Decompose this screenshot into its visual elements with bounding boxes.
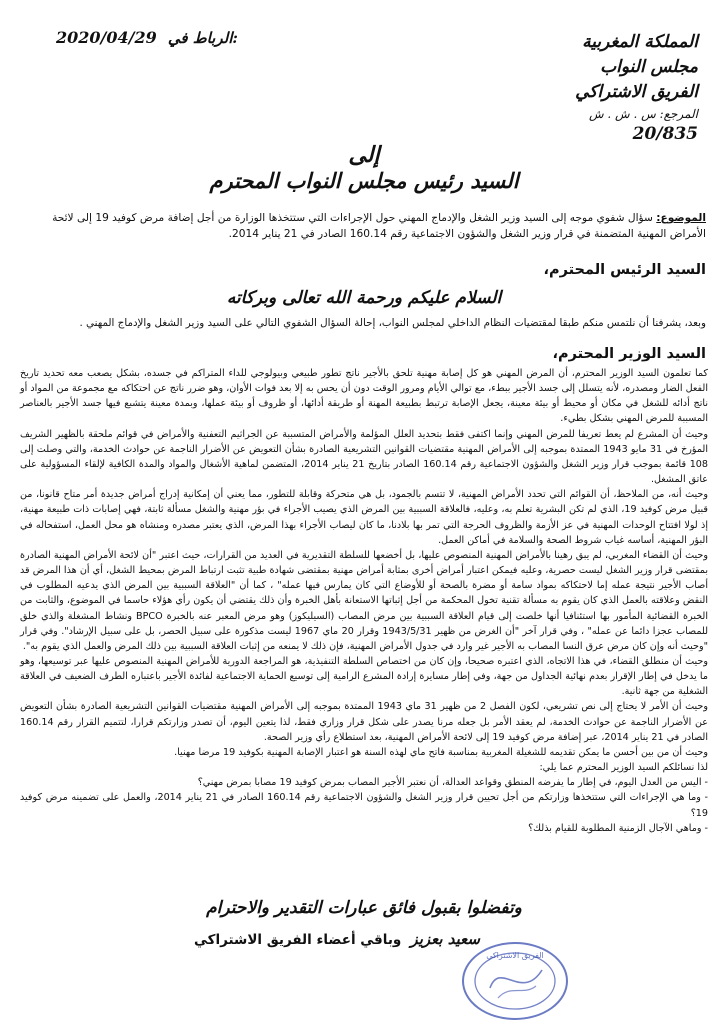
- body-paragraph: وحيث أن القضاء المغربي، لم يبق رهينا بالأمراض المهنية المنصوص عليها، بل أخضعها للسلطة التقديرية في العديد من القرارات، حيث اعتبر "أن لائحة الأمراض المهنية الصادرة بمقتضى قرار وزير الشغل ليست حصرية، وعليه فيمكن اعتبار أمراض أخرى بمثابة أمراض مهنية بمقتضى شهادة طبية تثبت ارتباط المرض بمحيط الشغل، أي أن هذا المرض قد أصاب الأجير نتيجة عمله إما لاحتكاكه بمواد سامة أو مضرة بالصحة أو للأوضاع التي كان يمارس فيها عمله" ، كما أن "العلاقة السببية بين المرض الذي يدعيه المطلوب في النقض وعلاقته بالعمل الذي كان يقوم به مسألة تقنية تخول المحكمة من أجل إثباتها الاستعانة بأهل الخبرة وأن ذلك يقتضي أن يكون رأي هؤلاء حاسما في الموضوع، والثابت من الخبرة القضائية المأمور بها استئنافيا أنها خلصت إلى قيام العلاقة السببية بين مرض المصاب (السيليكوز) وهو مرض المعبر عنه بالخبرة BPCO ونشاط المشغلة والذي خلق للمصاب عجزا دائما عن عمله" ، وفي قرار آخر "أن الغرض من ظهير 1943/5/31 وقرار 20 ماي 1967 ليست مذكورة على سبيل الحصر، بل على سبيل الإرشاد". وفي قرار "وحيث أنه وإن كان مرض عرق النسا المصاب به الأجير غير وارد في جدول الأمراض المهنية، فإن ذلك لا يمنعه من إثبات العلاقة السببية بين ذلك المرض والعمل الذي يقوم به".: [20, 549, 708, 652]
- org-line-group: الفريق الاشتراكي: [575, 82, 698, 102]
- closing-line: وتفضلوا بقبول فائق عبارات التقدير والاحترام: [206, 898, 522, 918]
- date-value: 2020/04/29: [56, 28, 157, 47]
- to-label: إلى: [348, 142, 380, 168]
- greeting-line: السلام عليكم ورحمة الله تعالى وبركاته: [226, 288, 502, 308]
- question-item: - وما هي الإجراءات التي ستتخذها وزارتكم من أجل تحيين قرار وزير الشغل والشؤون الاجتماعية رقم 160.14 الصادر في 21 يناير 2014، والعمل على تضمينه مرض كوفيد 19؟: [20, 792, 708, 819]
- org-line-kingdom: المملكة المغربية: [582, 32, 698, 52]
- reference-label: المرجع: س . ش . ش: [588, 107, 698, 121]
- org-line-parliament: مجلس النواب: [600, 57, 698, 77]
- question-intro: لذا نسائلكم السيد الوزير المحترم عما يلي:: [539, 762, 708, 774]
- group-members-line: وباقي أعضاء الفريق الاشتراكي: [194, 932, 402, 948]
- body-paragraph: وحيث أنه، من الملاحظ، أن القوائم التي تحدد الأمراض المهنية، لا تتسم بالجمود، بل هي متحركة وقابلة للتطور، مما يعني أن إمكانية إدراج أمراض جديدة أمر متاح قانونا، من قبيل مرض كوفيد 19، الذي لم تكن البشرية تعلم به، وعليه، فالعلاقة السببية بين المرض الذي يصيب الأجراء في بؤر مهنية والشغل مسألة ثابتة، فهي إصابات ذات طبيعة مهنية، إذ لولا افتتاح الوحدات المهنية في عز الأزمة والظروف الحرجة التي تمر بها بلادنا، ما كان ليصاب الأجراء بهذا المرض، الذي يعتبر مصدره ومنشاه هو محل العمل، استفحاله في البؤر المهنية، أساسه غياب شروط الصحة والسلامة في أماكن العمل.: [20, 489, 708, 546]
- body-paragraph: وحيث أن من بين أحسن ما يمكن تقديمه للشغيلة المغربية بمناسبة فاتح ماي لهذه السنة هو اعتبار الإصابة المهنية بكوفيد 19 مرضا مهنيا.: [174, 746, 708, 758]
- subject-text: سؤال شفوي موجه إلى السيد وزير الشغل والإدماج المهني حول الإجراءات التي ستتخذها الوزارة من أجل إضافة مرض كوفيد 19 إلى لائحة الأمراض المهنية المتضمنة في قرار وزير الشغل والشؤون الاجتماعية رقم 160.14 الصادر في 21 يناير 2014.: [52, 212, 706, 240]
- body-paragraph: وحيث أن منطلق القضاء، في هذا الاتجاه، الذي اعتبره صحيحا، وإن كان من اختصاص السلطة التنفيذية، هو المراجعة الدورية للأمراض المهنية المنصوص عليها عبر توسيعها، وهو ما يدخل في إطار الإقرار بعدم نهائية الجداول من جهة، وفي إطار مسايرة إرادة المشرع الرامية إلى توسيع الحماية الاجتماعية لفائدة الأجير باعتباره الطرف الضعيف في العلاقة الشغلية من جهة ثانية.: [20, 655, 708, 698]
- letter-body: [20, 366, 708, 836]
- question-item: - وماهي الآجال الزمنية المطلوبة للقيام بذلك؟: [528, 822, 708, 834]
- body-paragraph: وحيث أن الأمر لا يحتاج إلى نص تشريعي، لكون الفصل 2 من ظهير 31 ماي 1943 الممتدة بموجبه إلى الأمراض المهنية مقتضيات القوانين التشريعية الصادرة بشأن التعويض عن الأضرار الناجمة عن حوادث الخدمة، لم يعقد الأمر بل جعله مرنا يصدر على شكل قرار وزاري فقط، لذا يتعين اليوم، أن تصدر وزارتكم قرارا، لتتميم القرار رقم 160.14 الصادر في 21 يناير 2014، عبر إضافة مرض كوفيد 19 إلى لائحة الأمراض المهنية، بعد استطلاع رأي وزير الصحة.: [20, 701, 708, 743]
- reference-number: 20/835: [632, 124, 698, 144]
- date-label: الرباط في:: [167, 29, 238, 47]
- signer-name: سعيد بعزيز: [410, 930, 480, 948]
- organization-header: [528, 30, 698, 145]
- official-stamp: [460, 940, 570, 1022]
- stamp-text: الفريق الاشتراكي: [486, 951, 544, 960]
- salutation-president: السيد الرئيس المحترم،: [543, 262, 706, 278]
- recipient-title: السيد رئيس مجلس النواب المحترم: [209, 168, 519, 193]
- salutation-minister: السيد الوزير المحترم،: [552, 346, 706, 362]
- body-paragraph: وحيث أن المشرع لم يعط تعريفا للمرض المهني وإنما اكتفى فقط بتحديد العلل المؤلمة والأمراض المتسببة عن الجراثيم التعفنية والأمراض في قوائم ملحقة بالظهير الشريف المؤرخ في 31 مايو 1943 الممتدة بموجبه إلى الأمراض المهنية مقتضيات القوانين التشريعية الصادرة بشأن التعويض عن الأضرار الناجمة عن حوادث الخدمة، والتي وصلت إلى 108 قائمة بموجب قرار وزير الشغل والشؤون الاجتماعية رقم 160.14 الصادر بتاريخ 21 يناير 2014، المتضمن لماهية الأشغال والمواد والمدة الكافية لإلقاء المسؤولية على عاتق المشغل.: [20, 428, 709, 486]
- body-paragraph: كما تعلمون السيد الوزير المحترم، أن المرض المهني هو كل إصابة مهنية تلحق بالأجير ناتج تطور طبيعي وبيولوجي للداء المتراكم في جسده، بشكل يصعب معه تحديد تاريخ الفعل الضار ومصدره، لأنه يتسلل إلى جسد الأجير ببطء، مع توالي الأيام ومرور الوقت دون أن يحس به إلا بعد فوات الأوان، وهو ضرر ناتج عن احتكاكه مع مجموعة من المواد أو ناتج أدائه للشغل في مكان أو محيط أو بيئة معينة، يجعل الإصابة ترتبط بطبيعة المهنة أو طريقة أدائها، أو ظروف أو بيئة عملها، وبمدة معينة يتشبع فيها جسد الأجير بالعناصر المسببة للمرض المهني بشكل بطيء.: [20, 368, 708, 425]
- subject-label: الموضوع:: [656, 212, 706, 224]
- subject-block: [26, 210, 706, 242]
- date-line: [56, 28, 238, 47]
- intro-paragraph: وبعد، يشرفنا أن نلتمس منكم طبقا لمقتضيات النظام الداخلي لمجلس النواب، إحالة السؤال الشفوي التالي على السيد وزير الشغل والإدماج المهني .: [79, 317, 706, 329]
- question-item: - اليس من العدل اليوم، في إطار ما يفرضه المنطق وقواعد العدالة، أن نعتبر الأجير المصاب بمرض كوفيد 19 مصابا بمرض مهني؟: [197, 777, 708, 789]
